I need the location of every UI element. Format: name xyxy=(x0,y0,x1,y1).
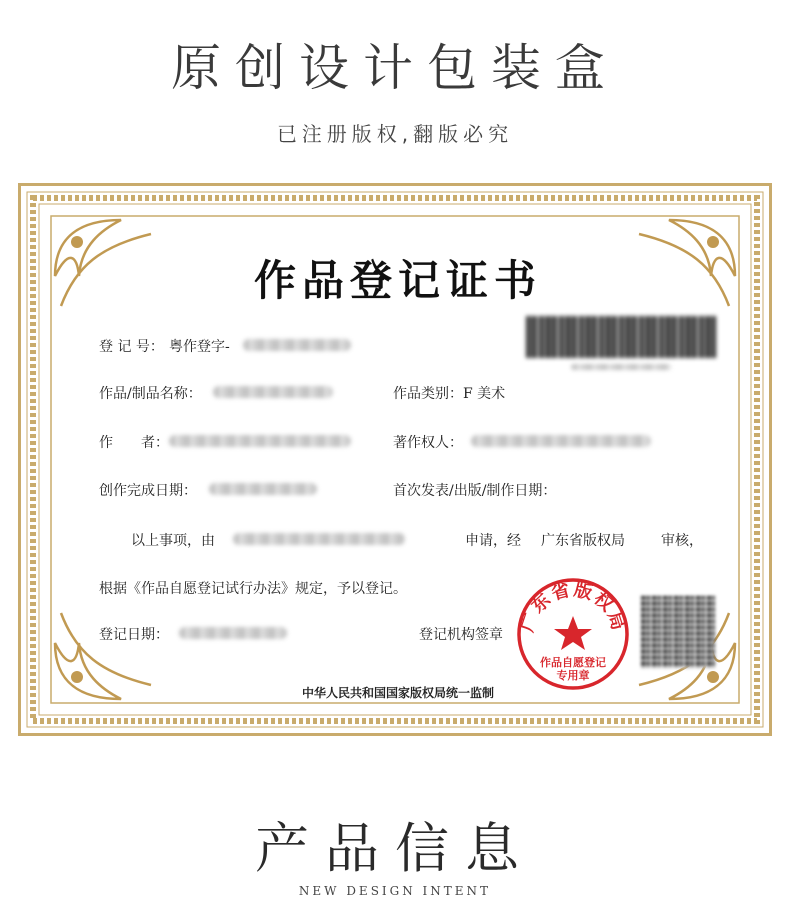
work-type-value: F 美术 xyxy=(463,386,506,402)
reg-date-label: 登记日期： xyxy=(99,627,169,643)
work-name-label: 作品/制品名称： xyxy=(99,386,202,402)
copyright-owner-label: 著作权人： xyxy=(393,435,463,451)
blurred-qr-code xyxy=(641,596,715,668)
completion-date-label: 创作完成日期： xyxy=(99,483,197,499)
seal-line2: 专用章 xyxy=(556,669,590,682)
apply-text: 申请，经 xyxy=(465,533,521,549)
blurred-completion-date xyxy=(209,483,317,495)
blurred-author xyxy=(169,435,351,447)
copyright-certificate xyxy=(18,183,772,736)
blurred-reg-no xyxy=(243,339,351,351)
official-red-seal xyxy=(511,574,635,694)
blurred-work-name xyxy=(213,386,333,398)
blurred-copyright-owner xyxy=(471,435,651,447)
review-text: 审核， xyxy=(661,533,703,549)
author-label: 作 者： xyxy=(99,435,169,451)
seal-label: 登记机构签章 xyxy=(419,627,503,643)
bureau-name: 广东省版权局 xyxy=(541,533,625,549)
regulation-text: 根据《作品自愿登记试行办法》规定，予以登记。 xyxy=(99,581,407,597)
blurred-barcode-number xyxy=(571,364,671,370)
blurred-barcode xyxy=(526,316,716,358)
matter-intro: 以上事项，由 xyxy=(131,533,215,549)
section-subtitle: NEW DESIGN INTENT xyxy=(298,884,492,898)
blurred-reg-date xyxy=(179,627,287,639)
work-type-label: 作品类别： xyxy=(393,386,463,402)
certificate-title: 作品登记证书 xyxy=(253,256,542,305)
seal-ring-text: 广东省版权局 xyxy=(516,579,630,635)
section-title: 产品信息 xyxy=(255,817,535,880)
reg-no-label: 登 记 号： xyxy=(99,339,164,355)
page-header-subtitle: 已注册版权,翻版必究 xyxy=(276,122,514,146)
seal-line1: 作品自愿登记 xyxy=(540,656,606,669)
seal-star-icon xyxy=(554,616,592,650)
page-header-title: 原创设计包装盒 xyxy=(171,39,619,97)
certificate-footer: 中华人民共和国国家版权局统一监制 xyxy=(301,686,494,700)
reg-no-prefix: 粤作登字- xyxy=(169,339,230,355)
publish-date-label: 首次发表/出版/制作日期： xyxy=(393,483,557,499)
blurred-applicant xyxy=(233,533,405,545)
